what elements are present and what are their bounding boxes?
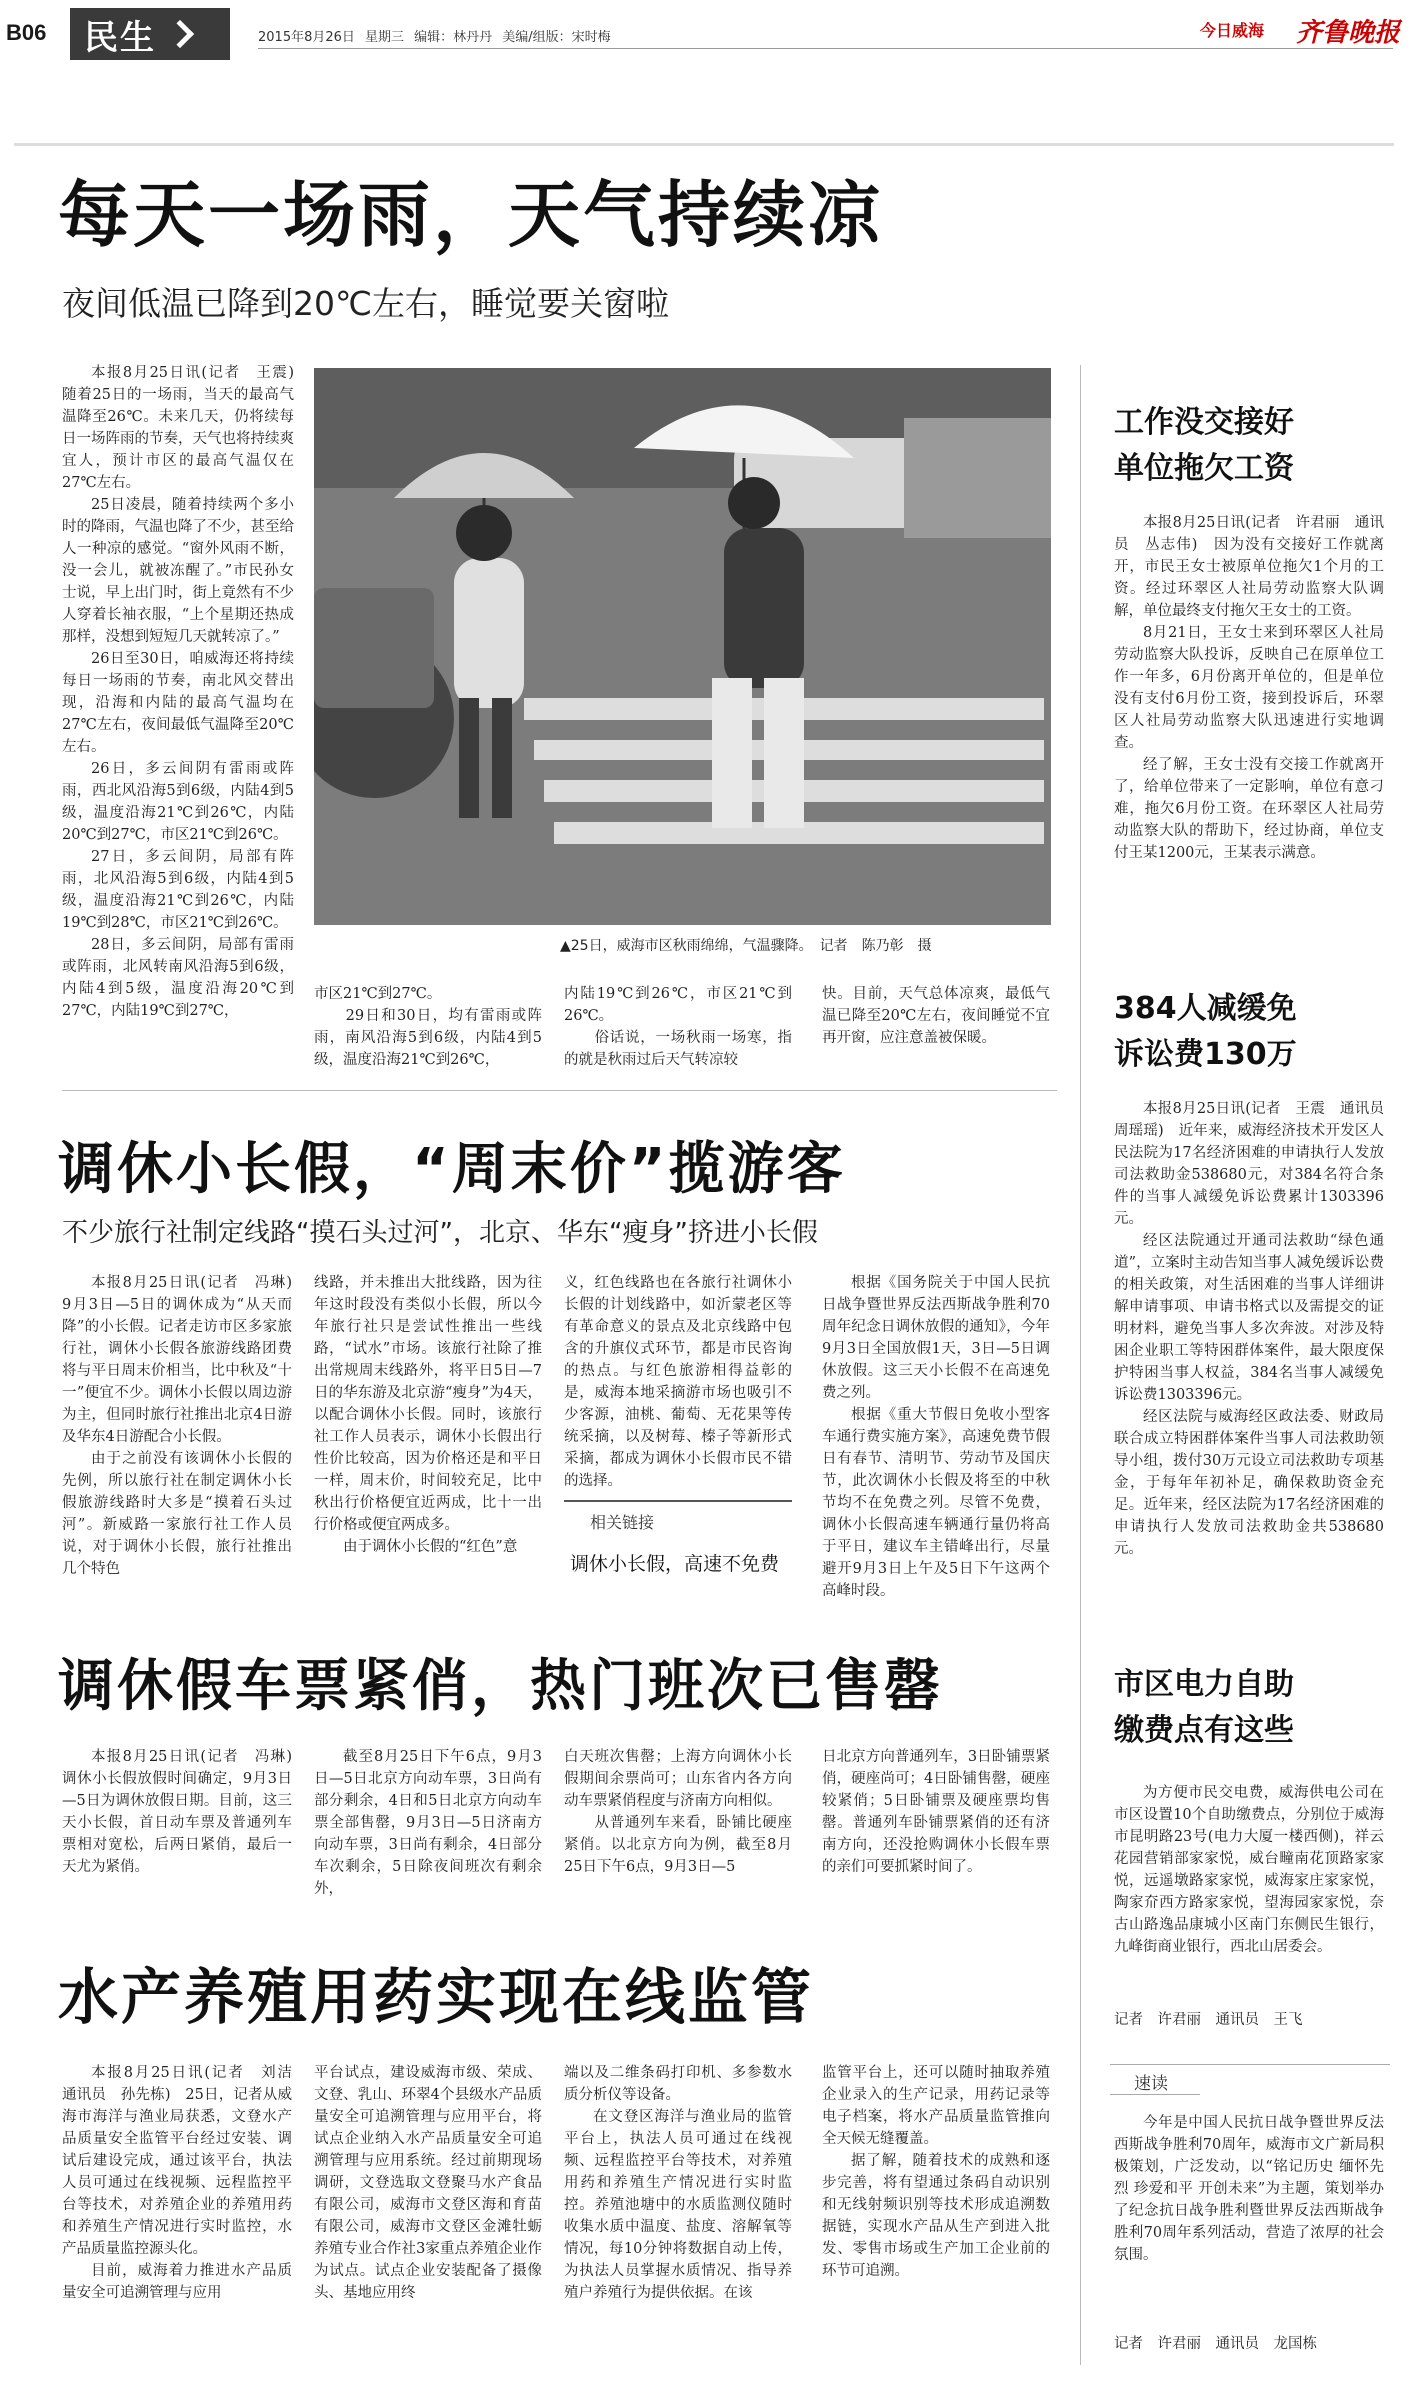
header-rule [258, 48, 1393, 49]
section-name: 民生 [84, 17, 156, 58]
top-divider [14, 143, 1394, 146]
related-link-box [564, 1500, 792, 1576]
article2-top-rule [62, 1090, 1057, 1091]
article4-col2: 平台试点，建设威海市级、荣成、文登、乳山、环翠4个县级水产品质量安全可追溯管理与应用平台，将试点企业纳入水产品质量安全可追溯管理与应用系统。经过前期现场调研，文登选取文登聚马水产食品有限公司，威海市文登区海和育苗有限公司，威海市文登区金滩牡蛎养殖专业合作社3家重点养殖企业作为试点。试点企业安装配备了摄像头、基地应用终 [314, 2065, 542, 2301]
newspaper-logo: 齐鲁晚报 [1296, 18, 1401, 48]
news-photo [314, 368, 1051, 925]
article2-headline: 调休小长假，“周末价”揽游客 [58, 1137, 846, 1202]
article1-headline: 每天一场雨，天气持续凉 [58, 173, 884, 257]
photo-caption: ▲25日，威海市区秋雨绵绵，气温骤降。 记者 陈乃彰 摄 [560, 938, 932, 954]
sidebar1-body: 本报8月25日讯(记者 许君丽 通讯员 丛志伟) 因为没有交接好工作就离开，市民王女士被原单位拖欠1个月的工资。经过环翠区人社局劳动监察大队调解，单位最终支付拖欠王女士的工资。 8月21日，王女士来到环翠区人社局劳动监察大队投诉，反映自己在原单位工作一年多，6月份离开单位的，但是单位没有支付6月份工资，接到投诉后，环翠区人社局劳动监察大队迅速进行实地调查。 经了解，王女士没有交接工作就离开了，给单位带来了一定影响，单位有意刁难，拖欠6月份工资。在环翠区人社局劳动监察大队的帮助下，经过协商，单位支付王某1200元，王某表示满意。 [1114, 515, 1384, 861]
article4-col3: 端以及二维条码打印机、多参数水质分析仪等设备。 在文登区海洋与渔业局的监管平台上，执法人员可通过在线视频、远程监控平台等技术，对养殖用药和养殖生产情况进行实时监控。养殖池塘中的水质监测仪随时收集水质中温度、盐度、溶解氧等情况，每10分钟将数据自动上传，为执法人员掌握水质情况、指导养殖户养殖行为提供依据。在该 [564, 2065, 792, 2301]
sidebar3-headline: 市区电力自助 缴费点有这些 [1114, 1667, 1294, 1748]
section-badge [70, 8, 230, 60]
article4-col4: 监管平台上，还可以随时抽取养殖企业录入的生产记录，用药记录等电子档案，将水产品质量监管推向全天候无缝覆盖。 据了解，随着技术的成熟和逐步完善，将有望通过条码自动识别和无线射频识别等技术形成追溯数据链，实现水产品从生产到进入批发、零售市场或生产加工企业前的环节可追溯。 [822, 2065, 1050, 2279]
sidebar4-box [1110, 2064, 1390, 2095]
article3-col3: 白天班次售罄；上海方向调休小长假期间余票尚可；山东省内各方向动车票紧俏程度与济南方向相似。 从普通列车来看，卧铺比硬座紧俏。以北京方向为例，截至8月25日下午6点，9月3日—5 [564, 1749, 792, 1875]
sidebar1-headline: 工作没交接好 单位拖欠工资 [1114, 405, 1294, 486]
article1-col4: 快。目前，天气总体凉爽，最低气温已降至20℃左右，夜间睡觉不宜再开窗，应注意盖被保暖。 [822, 986, 1050, 1046]
article2-col4: 根据《国务院关于中国人民抗日战争暨世界反法西斯战争胜利70周年纪念日调休放假的通知》，今年9月3日全国放假1天，3日—5日调休放假。这三天小长假不在高速免费之列。 根据《重大节假日免收小型客车通行费实施方案》，高速免费节假日有春节、清明节、劳动节及国庆节，此次调休小长假及将至的中秋节均不在免费之列。尽管不免费，调休小长假高速车辆通行量仍将高于平日，建议车主错峰出行，尽量避开9月3日上午及5日下午这两个高峰时段。 [822, 1275, 1050, 1599]
rainy-street-photo [314, 368, 1051, 925]
sidebar4-body: 今年是中国人民抗日战争暨世界反法西斯战争胜利70周年，威海市文广新局积极策划，广泛发动，以“铭记历史 缅怀先烈 珍爱和平 开创未来”为主题，策划举办了纪念抗日战争胜利暨世界反法西斯战争胜利70周年系列活动，营造了浓厚的社会氛围。 [1114, 2115, 1384, 2263]
article3-headline: 调休假车票紧俏，热门班次已售罄 [58, 1654, 943, 1719]
article1-subhead: 夜间低温已降到20℃左右，睡觉要关窗啦 [62, 284, 670, 323]
article1-col1: 本报8月25日讯(记者 王震) 随着25日的一场雨，当天的最高气温降至26℃。未来几天，仍将续每日一场阵雨的节奏，天气也将持续爽宜人，预计市区的最高气温仅在27℃左右。 25日凌晨，随着持续两个多小时的降雨，气温也降了不少，甚至给人一种凉的感觉。“窗外风雨不断，没一会儿，就被冻醒了。”市民孙女士说，早上出门时，街上竟然有不少人穿着长袖衣服，“上个星期还热成那样，没想到短短几天就转凉了。” 26日至30日，咱威海还将持续每日一场雨的节奏，南北风交替出现，沿海和内陆的最高气温均在27℃左右，夜间最低气温降至20℃左右。 26日，多云间阴有雷雨或阵雨，西北风沿海5到6级，内陆4到5级，温度沿海21℃到26℃，内陆20℃到27℃，市区21℃到26℃。 27日，多云间阴，局部有阵雨，北风沿海5到6级，内陆4到5级，温度沿海21℃到26℃，内陆19℃到28℃，市区21℃到26℃。 28日，多云间阴，局部有雷雨或阵雨，北风转南风沿海5到6级，内陆4到5级，温度沿海20℃到27℃，内陆19℃到27℃， [62, 365, 309, 1019]
sidebar2-headline: 384人减缓免 诉讼费130万 [1114, 991, 1297, 1072]
issue-meta: 2015年8月26日 星期三 编辑：林丹丹 美编/组版：宋时梅 [258, 30, 611, 45]
article2-col2: 线路，并未推出大批线路，因为往年这时段没有类似小长假，所以今年旅行社只是尝试性推出一些线路，“试水”市场。该旅行社除了推出常规周末线路外，将平日5日—7日的华东游及北京游“瘦身”为4天，以配合调休小长假。同时，该旅行社工作人员表示，调休小长假出行性价比较高，因为价格还是和平日一样，周末价，时间较充足，比中秋出行价格便宜近两成，比十一出行价格或便宜两成多。 由于调休小长假的“红色”意 [314, 1275, 542, 1555]
page-number: B06 [6, 20, 47, 45]
related-link-label: 相关链接 [590, 1513, 655, 1532]
article1-col3: 内陆19℃到26℃，市区21℃到26℃。 俗话说，一场秋雨一场寒，指的就是秋雨过后天气转凉较 [564, 986, 792, 1068]
sidebar4-byline: 记者 许君丽 通讯员 龙国栋 [1114, 2336, 1317, 2352]
sidebar4-label: 速读 [1110, 2065, 1200, 2095]
chevron-right-icon [166, 20, 194, 48]
article4-col1: 本报8月25日讯(记者 刘洁 通讯员 孙先栋) 25日，记者从威海市海洋与渔业局获悉，文登水产品质量安全监管平台经过安装、调试后建设完成，通过该平台，执法人员可通过在线视频、远程监控平台等技术，对养殖企业的养殖用药和养殖生产情况进行实时监控，水产品质量监控源头化。 目前，威海着力推进水产品质量安全可追溯管理与应用 [62, 2065, 307, 2301]
article1-col2: 市区21℃到27℃。 29日和30日，均有雷雨或阵雨，南风沿海5到6级，内陆4到5级，温度沿海21℃到26℃， [314, 986, 542, 1068]
related-link-title: 调休小长假，高速不免费 [570, 1553, 780, 1575]
article3-col4: 日北京方向普通列车，3日卧铺票紧俏，硬座尚可；4日卧铺售罄，硬座较紧俏；5日卧铺票及硬座票均售罄。普通列车卧铺票紧俏的还有济南方向，还没抢购调休小长假车票的亲们可要抓紧时间了。 [822, 1749, 1050, 1875]
article2-col1: 本报8月25日讯(记者 冯琳) 9月3日—5日的调休成为“从天而降”的小长假。记者走访市区多家旅行社，调休小长假各旅游线路团费将与平日周末价相当，比中秋及“十一”便宜不少。调休小长假以周边游为主，但同时旅行社推出北京4日游及华东4日游配合小长假。 由于之前没有该调休小长假的先例，所以旅行社在制定调休小长假旅游线路时大多是“摸着石头过河”。新威路一家旅行社工作人员说，对于调休小长假，旅行社推出几个特色 [62, 1275, 307, 1577]
brand-name: 今日威海 [1200, 21, 1265, 40]
article3-col2: 截至8月25日下午6点，9月3日—5日北京方向动车票，3日尚有部分剩余，4日和5日北京方向动车票全部售罄，9月3日—5日济南方向动车票，3日尚有剩余，4日部分车次剩余，5日除夜间班次有剩余外， [314, 1749, 542, 1897]
article3-col1: 本报8月25日讯(记者 冯琳) 调休小长假放假时间确定，9月3日—5日为调休放假日期。目前，这三天小长假，首日动车票及普通列车票相对宽松，后两日紧俏，最后一天尤为紧俏。 [62, 1749, 307, 1875]
sidebar-divider [1080, 365, 1081, 2365]
article2-col3: 义，红色线路也在各旅行社调休小长假的计划线路中，如沂蒙老区等有革命意义的景点及北京线路中包含的升旗仪式环节，都是市民咨询的热点。与红色旅游相得益彰的是，威海本地采摘游市场也吸引不少客源，油桃、葡萄、无花果等传统采摘，以及树莓、榛子等新形式采摘，都成为调休小长假市民不错的选择。 [564, 1275, 792, 1489]
article4-headline: 水产养殖用药实现在线监管 [58, 1963, 814, 2033]
sidebar3-byline: 记者 许君丽 通讯员 王飞 [1114, 2012, 1303, 2028]
sidebar3-body: 为方便市民交电费，威海供电公司在市区设置10个自助缴费点，分别位于威海市昆明路23号(电力大厦一楼西侧)，祥云花园营销部家家悦，威台疃南花顶路家家悦，远遥墩路家家悦，威海家庄家家悦，陶家夼西方路家家悦，望海园家家悦，奈古山路逸品康城小区南门东侧民生银行，九峰街商业银行，西北山居委会。 [1114, 1785, 1384, 1955]
article2-subhead: 不少旅行社制定线路“摸石头过河”，北京、华东“瘦身”挤进小长假 [62, 1218, 818, 1248]
sidebar2-body: 本报8月25日讯(记者 王震 通讯员 周瑶瑶) 近年来，威海经济技术开发区人民法院为17名经济困难的申请执行人发放司法救助金538680元，对384名符合条件的当事人减缓免诉讼费累计1303396元。 经区法院通过开通司法救助“绿色通道”，立案时主动告知当事人减免缓诉讼费的相关政策，对生活困难的当事人详细讲解申请事项、申请书格式以及需提交的证明材料，避免当事人多次奔波。对涉及特困企业职工等特困群体案件，最大限度保护特困当事人权益，384名当事人减缓免诉讼费1303396元。 经区法院与威海经区政法委、财政局联合成立特困群体案件当事人司法救助领导小组，拨付30万元设立司法救助专项基金，于每年年初补足，确保救助资金充足。近年来，经区法院为17名经济困难的申请执行人发放司法救助金共538680元。 [1114, 1101, 1399, 1557]
